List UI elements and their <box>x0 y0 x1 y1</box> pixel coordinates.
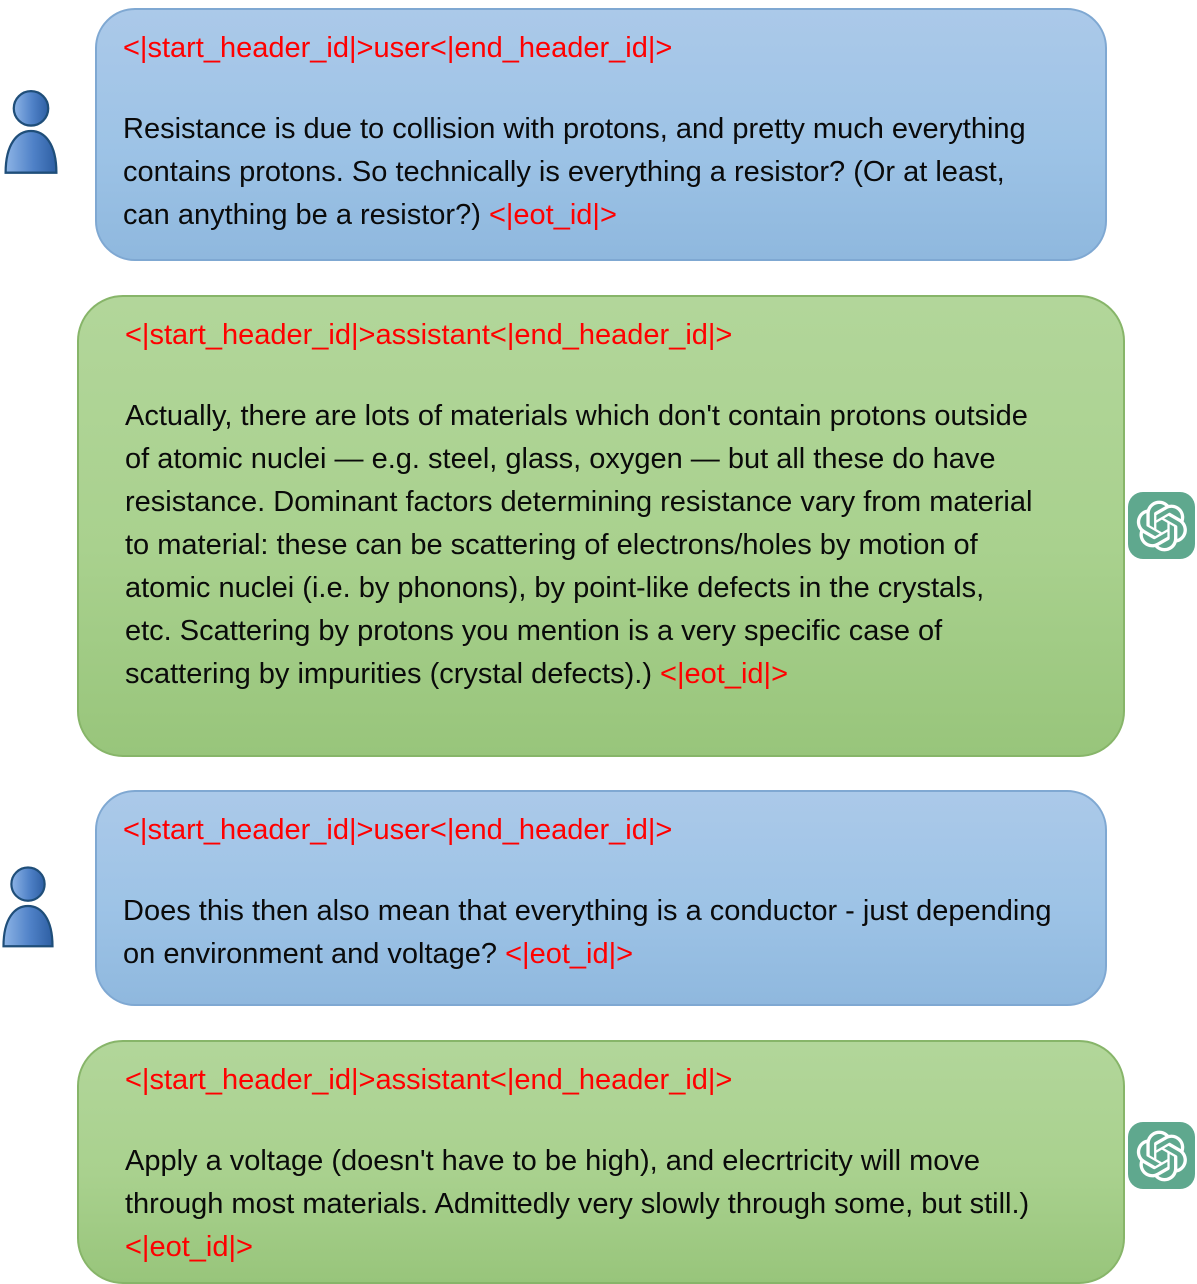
openai-logo-icon <box>1128 492 1195 559</box>
message-text: Resistance is due to collision with protons, and pretty much everything contains protons. So technically is everything a resistor? (Or at least, can anything be a resistor?) <box>123 113 1026 231</box>
message-text: Does this then also mean that everything is a conductor - just depending on environment and voltage? <box>123 895 1052 970</box>
eot-token: <|eot_id|> <box>125 1231 253 1263</box>
start-header-token: <|start_header_id|>assistant<|end_header_id|> <box>125 319 733 351</box>
start-header-token: <|start_header_id|>assistant<|end_header_id|> <box>125 1064 733 1096</box>
user-person-icon <box>2 86 60 176</box>
message-body <box>123 890 1053 976</box>
start-header-token: <|start_header_id|>user<|end_header_id|> <box>123 814 673 846</box>
eot-token: <|eot_id|> <box>505 938 634 970</box>
openai-logo-icon <box>1128 1122 1195 1189</box>
user-message-bubble <box>95 8 1107 261</box>
message-text: Actually, there are lots of materials which don't contain protons outside of atomic nuclei — e.g. steel, glass, oxygen — but all these do have resistance. Dominant factors determining resistance vary from material to material: these can be scattering of electrons/holes by motion of atomic nuclei (i.e. by phonons), by point-like defects in the crystals, etc. Scattering by protons you mention is a very specific case of scattering by impurities (crystal defects).) <box>125 400 1033 690</box>
message-body <box>125 395 1037 696</box>
assistant-message-bubble <box>77 295 1125 757</box>
message-body <box>125 1140 1037 1269</box>
user-message-bubble <box>95 790 1107 1006</box>
start-header-token: <|start_header_id|>user<|end_header_id|> <box>123 32 673 64</box>
message-text: Apply a voltage (doesn't have to be high), and elecrtricity will move through most materials. Admittedly very slowly through some, but still.) <box>125 1145 1030 1220</box>
eot-token: <|eot_id|> <box>660 658 788 690</box>
assistant-message-bubble <box>77 1040 1125 1284</box>
message-body <box>123 108 1053 237</box>
user-person-icon <box>0 862 56 950</box>
eot-token: <|eot_id|> <box>488 199 617 231</box>
